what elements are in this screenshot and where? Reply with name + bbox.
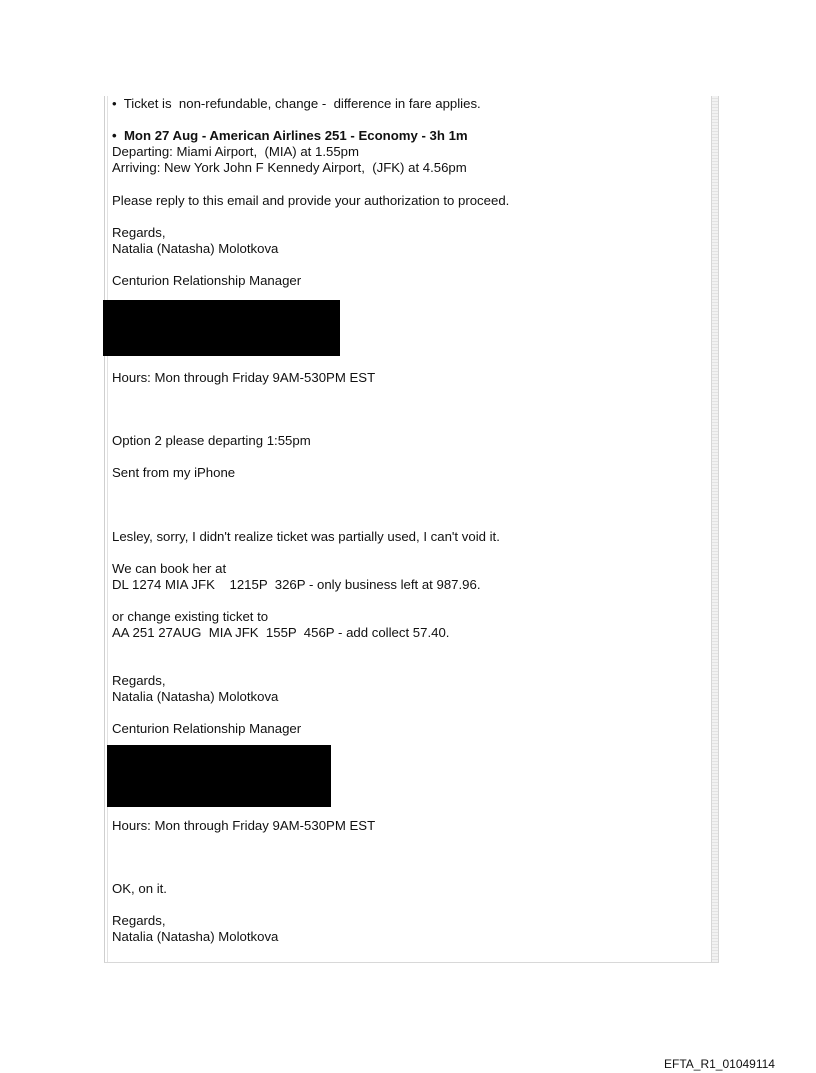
signature-name-1: Natalia (Natasha) Molotkova [112, 241, 279, 256]
book-her-line: We can book her at [112, 561, 227, 576]
signature-title-1: Centurion Relationship Manager [112, 273, 302, 288]
signature-name-2: Natalia (Natasha) Molotkova [112, 689, 279, 704]
hours-2: Hours: Mon through Friday 9AM-530PM EST [112, 818, 376, 833]
redaction-block-1 [103, 300, 340, 356]
authorization-request: Please reply to this email and provide your authorization to proceed. [112, 193, 510, 208]
regards-1: Regards, [112, 225, 166, 240]
dl-option-line: DL 1274 MIA JFK 1215P 326P - only business left at 987.96. [112, 577, 481, 592]
redaction-block-2 [107, 745, 331, 807]
option-reply: Option 2 please departing 1:55pm [112, 433, 311, 448]
signature-title-2: Centurion Relationship Manager [112, 721, 302, 736]
regards-3: Regards, [112, 913, 166, 928]
lesley-message: Lesley, sorry, I didn't realize ticket was partially used, I can't void it. [112, 529, 500, 544]
signature-name-3: Natalia (Natasha) Molotkova [112, 929, 279, 944]
ok-on-it-line: OK, on it. [112, 881, 167, 896]
frame-inner-border [107, 96, 108, 962]
departing-line: Departing: Miami Airport, (MIA) at 1.55pm [112, 144, 359, 159]
regards-2: Regards, [112, 673, 166, 688]
sent-from-line: Sent from my iPhone [112, 465, 236, 480]
or-change-line: or change existing ticket to [112, 609, 269, 624]
flight-heading: • Mon 27 Aug - American Airlines 251 - Economy - 3h 1m [112, 128, 468, 143]
ticket-policy-line: • Ticket is non-refundable, change - difference in fare applies. [112, 96, 481, 111]
aa-option-line: AA 251 27AUG MIA JFK 155P 456P - add collect 57.40. [112, 625, 450, 640]
arriving-line: Arriving: New York John F Kennedy Airport, (JFK) at 4.56pm [112, 160, 467, 175]
frame-scrollbar [711, 96, 719, 962]
document-id: EFTA_R1_01049114 [664, 1057, 775, 1071]
hours-1: Hours: Mon through Friday 9AM-530PM EST [112, 370, 376, 385]
